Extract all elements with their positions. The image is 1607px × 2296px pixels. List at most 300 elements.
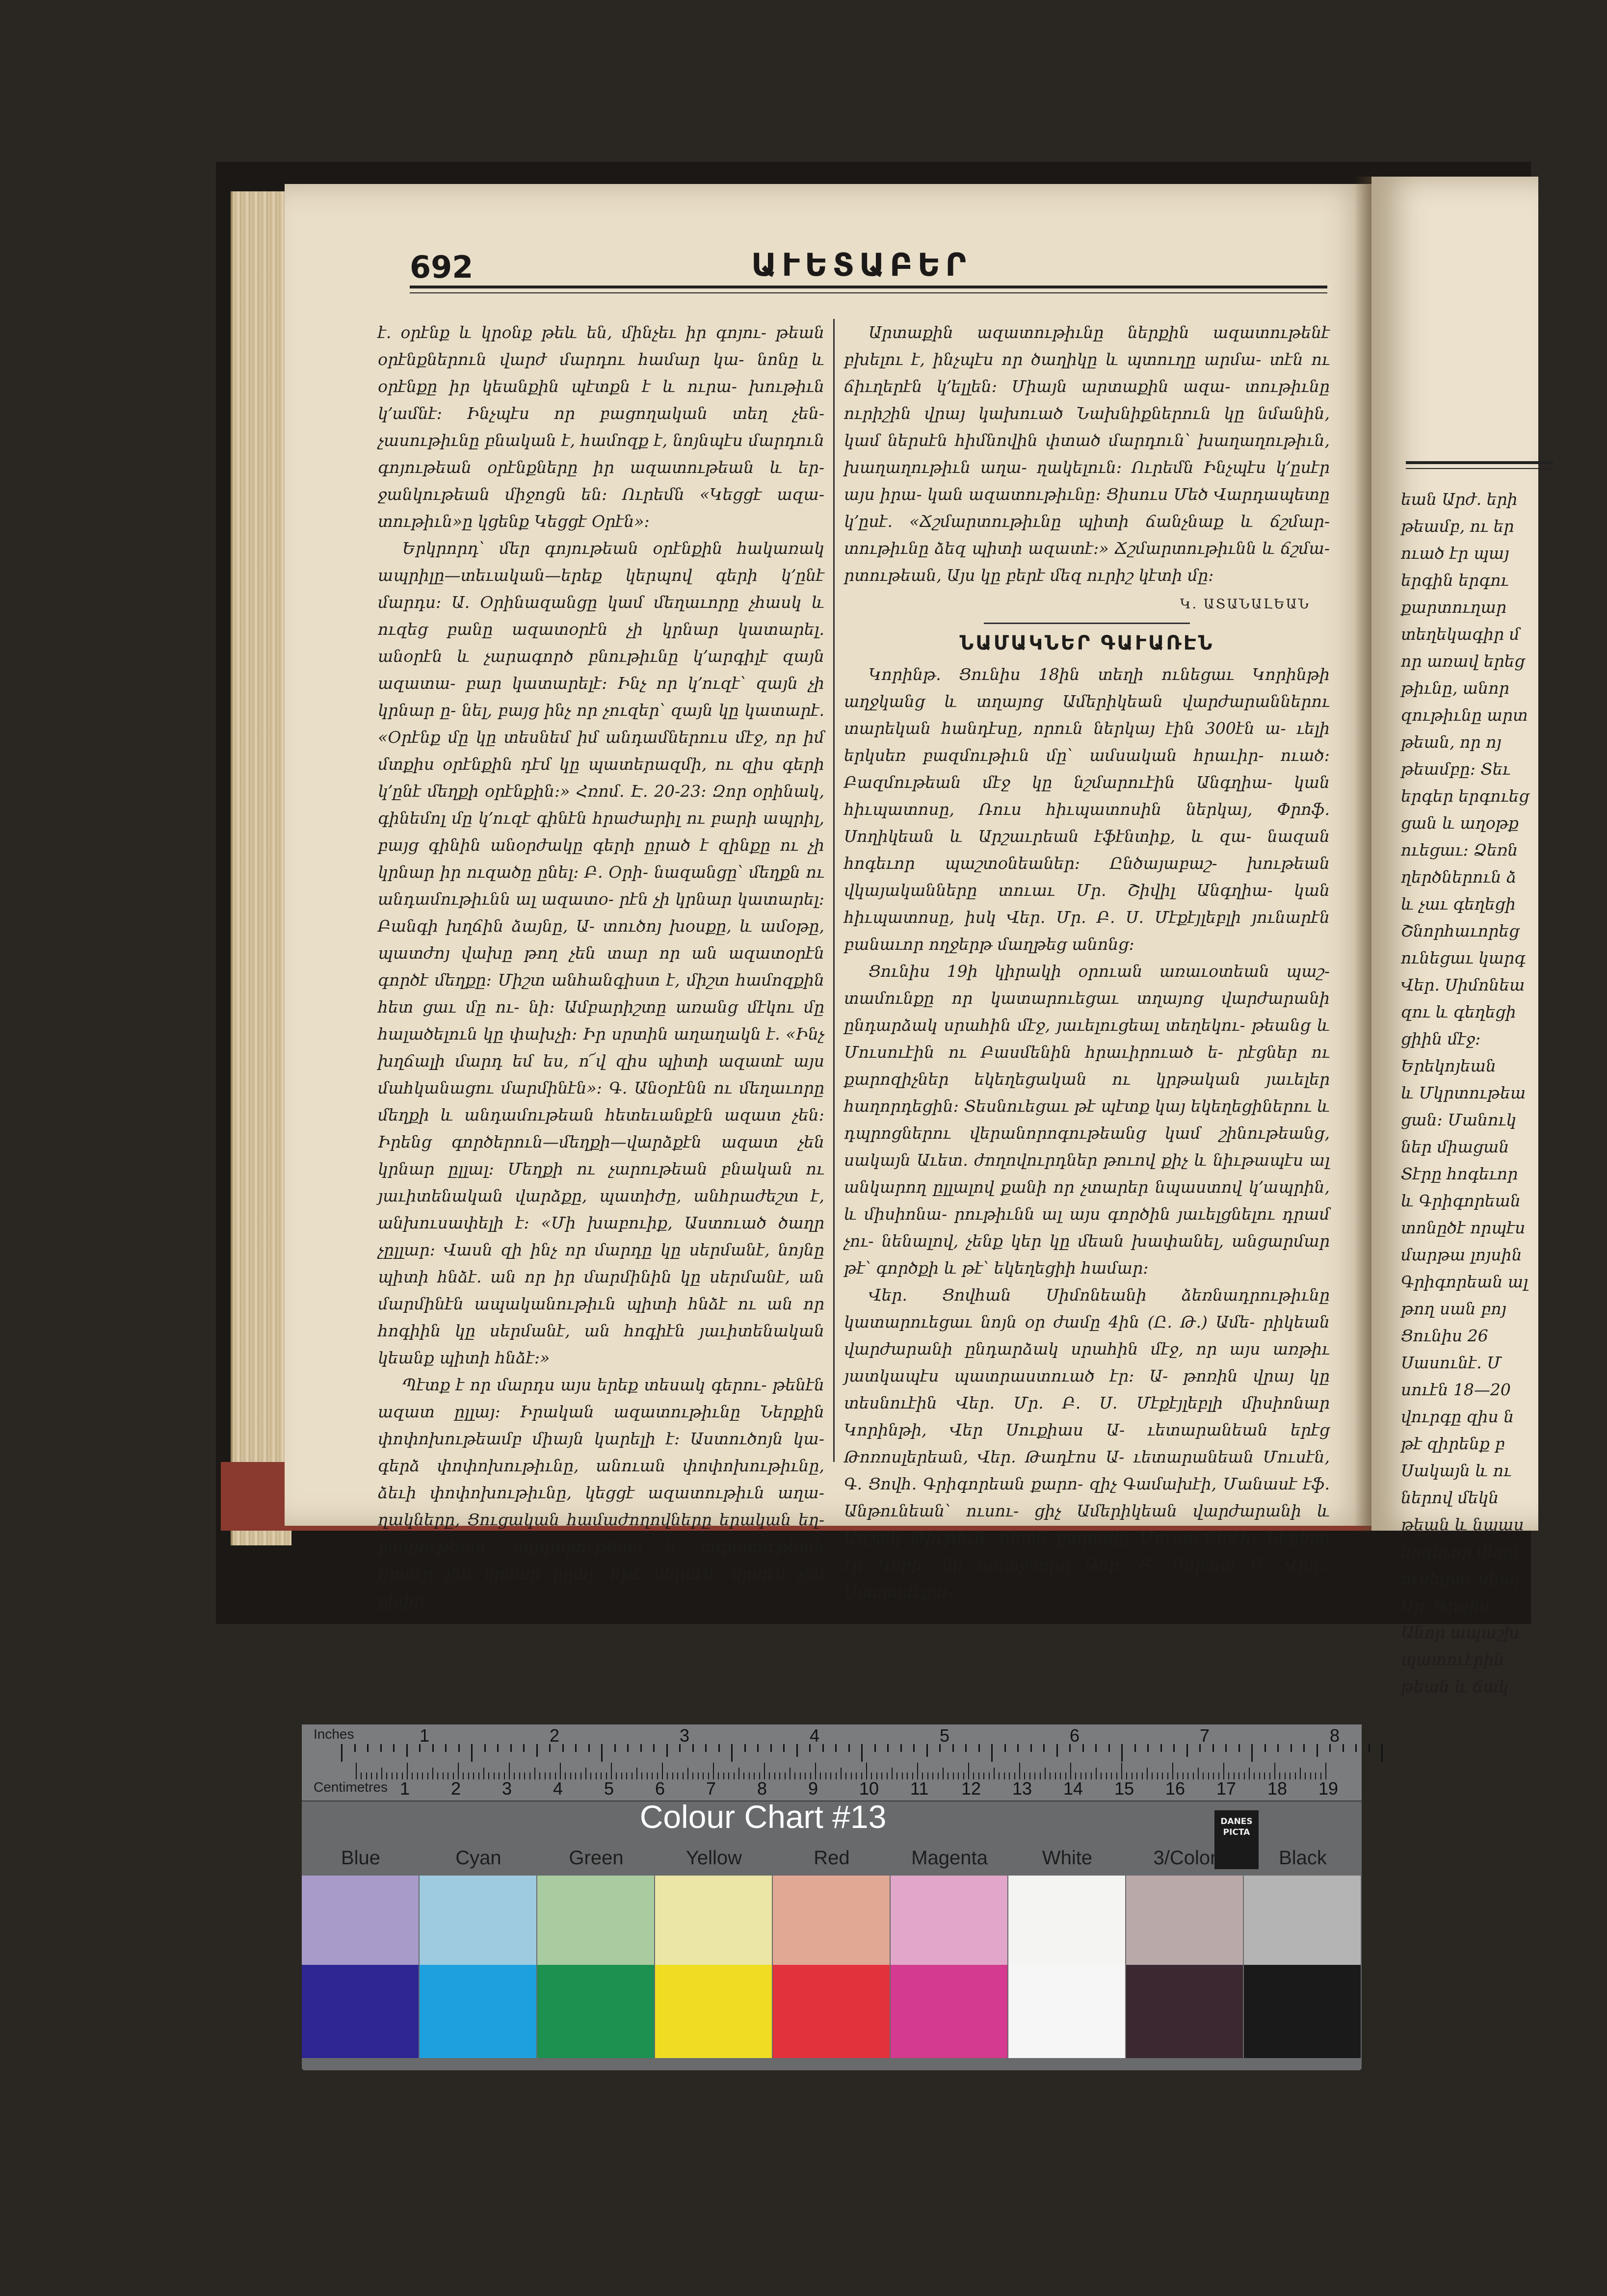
ruler-tick [1208,1773,1209,1779]
ruler-tick [1295,1773,1296,1779]
ruler-inch-number: 4 [810,1725,820,1746]
ruler-tick [1085,1773,1086,1779]
ruler-tick [406,1744,408,1757]
ruler-tick [677,1773,678,1779]
colour-chart-card [302,1724,1362,2070]
ruler-tick [371,1773,372,1779]
ruler-inch-number: 7 [1200,1725,1210,1746]
ruler-cm-number: 6 [655,1778,665,1799]
ruler-tick [545,1773,546,1779]
ruler-inch-number: 1 [420,1725,430,1746]
right-page-text-column [1401,486,1607,1700]
ruler-tick [856,1773,857,1779]
ruler-tick [361,1773,362,1779]
ruler-tick [524,1773,525,1779]
ruler-tick [1019,1763,1020,1779]
ruler-tick [356,1763,357,1779]
ruler-tick [478,1773,479,1779]
measurement-ruler [302,1724,1362,1801]
ruler-tick [653,1744,655,1752]
ruler-tick [1254,1773,1255,1779]
ruler-cm-number: 5 [604,1778,614,1799]
ruler-tick [1091,1773,1092,1779]
ruler-inch-number: 2 [550,1725,560,1746]
text-line: թեան և ճակ [1401,1677,1509,1696]
ruler-tick [1121,1763,1122,1779]
ruler-inches-label: Inches [314,1726,354,1742]
right-header-rule [1406,461,1553,464]
ruler-tick [422,1773,423,1779]
ruler-tick [1055,1773,1056,1779]
ruler-tick [407,1763,408,1779]
ruler-tick [523,1744,525,1752]
ruler-inch-number: 3 [680,1725,690,1746]
ruler-cm-number: 1 [400,1778,410,1799]
ruler-tick [896,1773,897,1779]
ruler-tick [887,1773,888,1779]
ruler-tick [978,1744,980,1752]
ruler-tick [621,1773,622,1779]
text-line: Վեր. Սիմոնեա [1401,975,1525,994]
ruler-tick [611,1763,612,1779]
text-line: ներով մեկն [1401,1488,1499,1507]
text-line: և չաւ գեղեցի [1401,894,1516,913]
ruler-tick [887,1744,889,1752]
ruler-tick [1172,1763,1173,1779]
page-edges [231,191,291,1545]
ruler-tick [1249,1768,1250,1779]
ruler-tick [412,1773,413,1779]
swatch-label: Yellow [685,1847,742,1869]
ruler-tick [874,1744,876,1752]
text-line: Անոր ապաշխ [1401,1623,1520,1642]
ruler-cm-number: 4 [553,1778,563,1799]
ruler-tick [1325,1763,1326,1779]
ruler-tick [1060,1773,1061,1779]
ruler-tick [1030,1744,1032,1752]
ruler-cm-number: 13 [1012,1778,1032,1799]
text-line: տեղեկագիր մ [1401,625,1520,644]
text-line: ուեցաւ։ Ձեռն [1401,840,1518,860]
ruler-tick [392,1773,393,1779]
ruler-tick [386,1773,387,1779]
ruler-tick [769,1773,770,1779]
ruler-cm-number: 8 [757,1778,767,1799]
swatch-light [1126,1876,1243,1965]
ruler-tick [1134,1744,1136,1752]
text-line: տոնըծէ որպէս [1401,1218,1526,1237]
text-line: զու և գեղեցի [1401,1002,1516,1021]
text-line: քարտուղար [1401,598,1507,617]
ruler-tick [848,1744,850,1752]
ruler-cm-number: 2 [451,1778,461,1799]
paragraph: Կորինթ. Ցունիս 18ին տեղի ունեցաւ Կորինթի աղջկանց և տղայոց Ամերիկեան վարժարաններու տարեկան հանդէսը, որուն ներկայ էին 300էն ա- ւելի երկսեռ բազմութիւն մը՝ ամսական հրաւիր- ուած։ Բազմութեան մէջ կը նշմարուէին Անգղիա- կան հիւպատոսը, Ռուս հիւպատոսին ներկայ, Փրոֆ. Սողիկեան և Արշաւրեան էֆէնտիք, և զա- նազան հոգեւոր պաշտօնեաներ։ Ընծայաբաշ- խութեան վկայականները տուաւ Մր. Շիվիլ Անգղիա- կան հիւպատոսը, իսկ Վեր. Մր. Բ. Ս. Մէքէյլեբլի յունարէն բանաւոր ողջերթ մաղթեց անոնց։ [844,665,1330,954]
ruler-tick [713,1763,714,1779]
ruler-tick [367,1744,369,1752]
ruler-tick [458,1763,459,1779]
text-line: Սասունէ. Մ [1401,1353,1502,1372]
swatch-dark [537,1965,654,2058]
ruler-cm-number: 15 [1114,1778,1134,1799]
ruler-tick [805,1773,806,1779]
ruler-tick [376,1773,377,1779]
brand-logo: DANES PICTA [1214,1810,1259,1869]
ruler-tick [484,1744,486,1752]
ruler-tick [380,1744,382,1752]
text-line: Սր. Գրգիս [1401,1596,1490,1615]
ruler-tick [445,1744,447,1752]
ruler-tick [907,1773,908,1779]
ruler-tick [1152,1773,1153,1779]
ruler-cm-number: 16 [1165,1778,1185,1799]
ruler-tick [744,1744,746,1752]
text-line: թիւնը, անոր [1401,678,1509,698]
page-header [410,245,1327,289]
swatch-dark [891,1965,1007,2058]
ruler-tick [820,1773,821,1779]
ruler-tick [794,1773,795,1779]
ruler-tick [590,1773,591,1779]
ruler-tick [1147,1768,1148,1779]
ruler-tick [718,1773,719,1779]
text-line: եան Արժ. երի [1401,490,1518,509]
ruler-tick [1004,1773,1005,1779]
ruler-tick [396,1773,397,1779]
right-page [1371,177,1538,1696]
ruler-tick [471,1744,473,1762]
ruler-inch-number: 6 [1070,1725,1080,1746]
ruler-tick [728,1773,729,1779]
ruler-tick [366,1773,367,1779]
paragraph: Պէտք է որ մարդս այս երեք տեսակ գերու- թենէն ազատ ըլլայ։ Իրական ազատութիւնը Ներքին փոփոխութեամբ միայն կարելի է։ Աստուծոյն կա- գերձ փոփոխութիւնը, անուան փոփոխութիւնը, ձեւի փոփոխութիւնը, կեցցէ ազատութիւն աղա- ղակները, Ցուցական համաժողովները երական եղ- բայրութեան, արդարութեան և ազատութեան դրաւը չեն կրնար ըլլալ, եթէ ներսէն, սրտէն չեն բխիր։ [378,1375,824,1610]
ruler-tick [1162,1773,1163,1779]
ruler-tick [560,1763,561,1779]
ruler-tick [596,1773,597,1779]
ruler-tick [614,1744,616,1752]
column-divider [833,319,835,1462]
text-line: թէ զիրենք բ [1401,1434,1505,1453]
ruler-tick [601,1744,603,1762]
ruler-inch-number: 5 [940,1725,950,1746]
ruler-tick [1223,1763,1224,1779]
ruler-inch-number: 8 [1330,1725,1340,1746]
ruler-tick [514,1773,515,1779]
ruler-tick [1300,1768,1301,1779]
ruler-tick [754,1773,755,1779]
ruler-tick [783,1744,785,1752]
running-title: ԱՒԵՏԱԲԵՐ [751,247,971,284]
ruler-tick [994,1768,995,1779]
ruler-tick [1121,1744,1123,1762]
ruler-tick [1259,1773,1260,1779]
ruler-tick [1244,1773,1245,1779]
ruler-tick [800,1773,801,1779]
ruler-tick [965,1744,967,1752]
left-text-column [378,319,824,1614]
text-line: թող սան բոյ [1401,1299,1506,1318]
ruler-cm-number: 19 [1318,1778,1339,1799]
text-line: թեան և նպաս [1401,1515,1524,1534]
ruler-tick [1225,1744,1227,1752]
ruler-cm-number: 10 [859,1778,879,1799]
ruler-tick [1238,1773,1239,1779]
ruler-tick [488,1773,489,1779]
ruler-tick [718,1744,720,1752]
ruler-tick [1274,1763,1275,1779]
text-line: որ առավ երեց [1401,652,1525,671]
text-line: ղերծներուն ձ [1401,867,1517,887]
ruler-tick [1187,1773,1188,1779]
ruler-tick [1381,1744,1383,1762]
ruler-tick [913,1744,915,1752]
text-line: ներ միացան [1401,1137,1509,1156]
ruler-tick [953,1773,954,1779]
ruler-tick [757,1744,759,1752]
ruler-tick [1034,1773,1035,1779]
ruler-cm-number: 18 [1267,1778,1288,1799]
ruler-tick [796,1744,798,1757]
ruler-tick [393,1744,395,1752]
ruler-tick [1310,1773,1311,1779]
ruler-tick [1343,1744,1344,1752]
ruler-cm-number: 14 [1063,1778,1083,1799]
ruler-tick [938,1773,939,1779]
ruler-tick [692,1773,693,1779]
ruler-tick [519,1773,520,1779]
swatch-label: Black [1279,1847,1327,1869]
ruler-tick [1303,1744,1305,1752]
ruler-tick [1290,1773,1291,1779]
ruler-tick [1070,1763,1071,1779]
swatch-dark [655,1965,772,2058]
ruler-tick [1056,1744,1058,1757]
ruler-tick [536,1744,538,1757]
swatch-light [537,1876,654,1965]
ruler-tick [698,1773,699,1779]
text-line: երգեր երգուեց [1401,786,1529,806]
text-line: ցան և աղօթք [1401,813,1519,833]
swatch-label: Red [814,1847,850,1869]
text-line: Երեկոյեան [1401,1056,1496,1075]
ruler-tick [785,1773,786,1779]
ruler-tick [902,1773,903,1779]
swatch-dark [1244,1965,1361,2058]
ruler-tick [458,1744,460,1752]
ruler-tick [749,1773,750,1779]
ruler-tick [900,1744,902,1752]
ruler-tick [692,1744,694,1752]
page-number: 692 [410,249,474,285]
ruler-tick [770,1744,772,1752]
ruler-tick [1142,1773,1143,1779]
ruler-tick [1315,1773,1316,1779]
ruler-tick [822,1744,824,1752]
text-line: Շնորհաւորեց [1401,921,1520,940]
ruler-tick [932,1773,933,1779]
ruler-tick [1040,1773,1041,1779]
ruler-tick [1193,1773,1194,1779]
ruler-tick [1291,1744,1292,1752]
ruler-tick [825,1773,826,1779]
ruler-tick [432,1768,433,1779]
ruler-tick [1095,1744,1097,1752]
section-heading: ՆԱՄԱԿՆԵՐ ԳԱՒԱՌԷՆ [959,632,1214,654]
swatch-label: White [1042,1847,1093,1869]
ruler-tick [705,1744,707,1752]
ruler-tick [943,1768,944,1779]
ruler-tick [1017,1744,1019,1752]
ruler-tick [1251,1744,1253,1762]
paragraph: Արտաքին ազատութիւնը ներքին ազատութենէ բխելու է, ինչպէս որ ծաղիկը և պտուղը արմա- տէն ու ճիւղերէն կ՚ելլեն։ Միայն արտաքին ազա- տութիւնը ուրիշին վրայ կախուած Նախնիքներուն կը նմանին, կամ ներսէն հիմնովին փտած մարդուն՝ խաղաղութիւն, խաղաղութիւն աղա- ղակելուն։ Ուրեմն Ինչպէս կ՚ըսէր այս իրա- կան ազատութիւնը։ Ցիսուս Մեծ Վարդապետը կ՚ըսէ. «Ճշմարտութիւնը պիտի ճանչնաք և ճշմար- տութիւնը ձեզ պիտի ազատէ։» Ճշմարտութիւնն և ճշմա- րտութեան, Այս կը բերէ մեզ ուրիշ կէտի մը։ [844,323,1330,585]
ruler-tick [917,1763,918,1779]
ruler-tick [836,1773,837,1779]
ruler-tick [652,1773,653,1779]
ruler-tick [989,1773,990,1779]
ruler-tick [1186,1744,1188,1757]
text-line: զութիւնը արտ [1401,705,1528,725]
ruler-tick [983,1773,984,1779]
ruler-tick [666,1744,668,1757]
ruler-tick [779,1773,780,1779]
text-line: թեամբը։ Տեւ [1401,759,1511,779]
ruler-tick [1277,1744,1279,1752]
ruler-tick [437,1773,438,1779]
text-line: հոգեւոր մեղմ [1401,1542,1519,1561]
ruler-tick [529,1773,530,1779]
ruler-tick [1265,1744,1266,1752]
swatch-light [891,1876,1007,1965]
ruler-tick [1203,1773,1204,1779]
text-line: թեամբ, ու եր [1401,517,1514,536]
ruler-tick [1305,1773,1306,1779]
colour-chart-title: Colour Chart #13 [639,1799,887,1835]
text-line: և Գրիգորեան [1401,1191,1521,1210]
ruler-tick [427,1773,428,1779]
text-line: ունեցաւ կարգ [1401,948,1526,967]
header-rule-thin [410,292,1327,293]
ruler-tick [432,1744,434,1752]
ruler-tick [1106,1773,1107,1779]
ruler-tick [738,1768,739,1779]
ruler-tick [952,1744,954,1752]
ruler-tick [580,1773,581,1779]
ruler-tick [1101,1773,1102,1779]
ruler-tick [550,1773,551,1779]
ruler-tick [1111,1773,1112,1779]
ruler-tick [539,1773,540,1779]
ruler-tick [926,1744,928,1757]
ruler-tick [845,1773,846,1779]
ruler-tick [1160,1744,1162,1752]
text-line: և Մկրտութեա [1401,1083,1526,1102]
ruler-tick [815,1763,816,1779]
ruler-tick [1238,1744,1240,1752]
swatch-label: Cyan [455,1847,501,1869]
middle-text-column [844,319,1330,1605]
text-line: ունեցաւ միայ [1401,1569,1520,1588]
paragraph: Վեր. Ցովհան Սիմոնեանի ձեռնադրութիւնը կատարուեցաւ նոյն օր ժամը 4ին (Ը. Թ.) Ամե- րիկեան վարժարանի ընդարձակ սրահին մէջ, որ այս առթիւ յատկապէս պատրաստուած էր։ Ա- թոռին վրայ կը տեսնուէին Վեր. Մր. Բ. Ս. Մէքէյլեբլի միսիոնար Կորինթի, Վեր Սուքիաս Ա- ւետարանեան երէց Թոռոսլերեան, Վեր. Թադէոս Ա- ւետարանեան Մուսէն, Գ. Ցովհ. Գրիգորեան քարո- զիչ Գամախէի, Մանասէ էֆ. Անթունեան՝ ուսու- ցիչ Ամերիկեան վարժարանի և Արշակ Թիւթիւն- ճեան քարոզիչ Մուսա-Բեյէի։ Ներկայ էր Կորի- նի առաջնորդ Գեր. Տ. Սմբատ Մ. Վրդ., Սատամէքա- [844,1285,1330,1601]
ruler-tick [1317,1744,1318,1757]
swatch-light [302,1876,419,1965]
swatch-light [1008,1876,1125,1965]
ruler-tick [483,1768,484,1779]
swatch-label: 3/Color [1153,1847,1217,1869]
ruler-tick [1369,1744,1370,1752]
text-line: թեան, որ ոյ [1401,732,1502,752]
ruler-tick [1147,1744,1149,1752]
text-line: Ցունիս 26 [1401,1326,1488,1345]
ruler-tick [851,1773,852,1779]
author-signature: Կ. ԱՏԱՆԱԼԵԱՆ [1180,597,1310,612]
ruler-tick [734,1773,735,1779]
ruler-tick [703,1773,704,1779]
ruler-tick [1198,1768,1199,1779]
text-line: երգին երգու [1401,571,1509,590]
ruler-tick [687,1768,688,1779]
ruler-tick [999,1773,1000,1779]
paragraph: Երկրորդ՝ մեր գոյութեան օրէնքին հակառակ ապրիլը—տեւական—երեք կերպով գերի կ՚ընէ մարդս։ Ա. Օրինազանցը կամ մեղաւորը չհասկ և ուզեց բանը ազատօրէն չի կրնար կատարել. անօրէն և չարագործ բնութիւնը կ՚արգիլէ զայն ազատա- բար կատարելէ։ Ինչ որ կ՚ուզէ՝ զայն չի կրնար ը- նել, բայց ինչ որ չուզեր՝ զայն կը կատարէ. «Օրէնք մը կը տեսնեմ իմ անդամներուս մէջ, որ իմ մտքիս օրէնքին դէմ կը պատերազմի, ու զիս գերի կ՚ընէ մեղքի օրէնքին։» Հռոմ. Է. 20-23։ Զոր օրինակ, գինեմոլ մը կ՚ուզէ գինէն հրաժարիլ ու բարի ապրիլ, բայց գինին անօրժակը գերի ըրած է զինքը ու չի կրնար իր ուզածը ընել։ Բ. Օրի- նազանցը՝ մեղքն ու անդամութիւնն ալ ազատօ- րէն չի կրնար կատարել։ Բանգի խղճին ձայնը, Ա- տուծոյ խօսքը, և ամօթը, պատժոյ վախը թող չեն տար որ ան ազատօրէն գործէ մեղքը։ Միշտ անհանգիստ է, միշտ համոզքին հետ ցաւ մը ու- նի։ Ամբարիշտը առանց մէկու մը հալածելուն կը փախչի։ Իր սրտին աղաղակն է. «Ինչ խղճալի մարդ եմ ես, ո՜վ զիս պիտի ազատէ այս մահկանացու մարմինէն»։ Գ. Անօրէնն ու մեղաւորը մեղքի և անդամութեան հետեւանքէն ազատ չեն։ Իրենց գործերուն—մեղքի—վարձքէն ազատ չեն կրնար ըլլալ։ Մեղքի ու չարութեան բնական ու յաւիտենական վարձքը, պատիժը, անհրաժեշտ է, անխուսափելի է։ «Մի խաբուիք, Աստուած ծաղր չըլլար։ Վասն զի ինչ որ մարդը կը սերմանէ, նոյնը պիտի հնձէ. ան որ իր մարմինին կը սերմանէ, ան մարմինէն ապականութիւն պիտի հնձէ ու ան որ հոգիին կը սերմանէ, ան հոգիէն յաւիտենական կեանք պիտի հնձէ։» [378,539,824,1367]
ruler-tick [830,1773,831,1779]
ruler-tick [1173,1744,1175,1752]
ruler-cm-number: 9 [808,1778,818,1799]
text-line: վուրգը զիս ն [1401,1407,1514,1426]
ruler-tick [667,1773,668,1779]
text-line: Սակայն և ու [1401,1461,1512,1480]
ruler-tick [463,1773,464,1779]
ruler-tick [1212,1744,1214,1752]
ruler-tick [1157,1773,1158,1779]
swatch-dark [1008,1965,1125,2058]
ruler-tick [627,1744,629,1752]
swatch-dark [1126,1965,1243,2058]
ruler-tick [510,1744,512,1752]
text-line: Գրիգորեան ալ [1401,1272,1528,1291]
ruler-tick [565,1773,566,1779]
ruler-tick [341,1744,342,1762]
ruler-tick [723,1773,724,1779]
ruler-tick [1043,1744,1045,1752]
swatch-light [420,1876,536,1965]
ruler-tick [601,1773,602,1779]
swatch-label: Blue [341,1847,381,1869]
ruler-tick [417,1773,418,1779]
ruler-tick [1355,1744,1357,1752]
ruler-tick [1004,1744,1006,1752]
ruler-tick [866,1763,867,1779]
ruler-tick [468,1773,469,1779]
text-line: պատուէրին [1401,1650,1504,1669]
ruler-tick [1009,1773,1010,1779]
ruler-cm-number: 3 [502,1778,512,1799]
text-line: Տէրը հոգեւոր [1401,1164,1518,1183]
ruler-tick [991,1744,993,1762]
ruler-centimetres-label: Centimetres [314,1779,388,1795]
ruler-tick [662,1763,663,1779]
ruler-tick [841,1768,842,1779]
ruler-tick [585,1768,586,1779]
ruler-tick [636,1768,637,1779]
ruler-tick [1045,1768,1046,1779]
ruler-tick [774,1773,775,1779]
ruler-tick [1096,1768,1097,1779]
ruler-tick [1136,1773,1137,1779]
ruler-tick [616,1773,617,1779]
ruler-tick [497,1744,499,1752]
ruler-tick [588,1744,590,1752]
ruler-tick [881,1773,882,1779]
ruler-tick [570,1773,571,1779]
ruler-tick [575,1773,576,1779]
